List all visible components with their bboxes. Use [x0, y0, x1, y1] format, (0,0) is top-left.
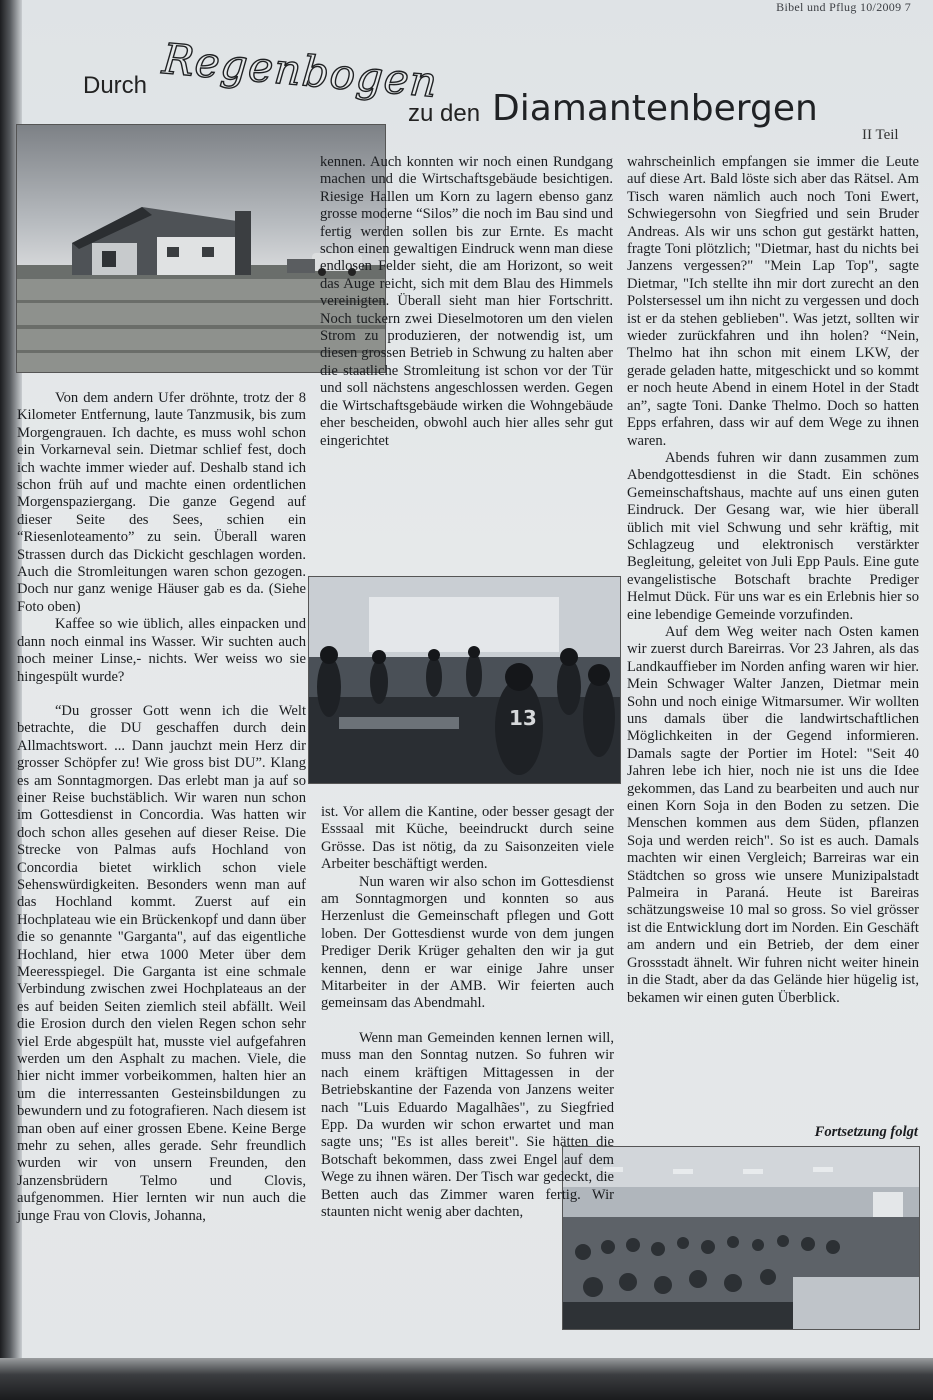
paragraph: Wenn man Gemeinden kennen lernen will, muss man den Sonntag nutzen. So fuhren wir nach einem kräftigen Mittagessen in der Betriebskantine der Fazenda von Janzens weiter nach "Luis Eduardo Magalhães", zu Siegfried Epp. Da wurden wir schon erwartet und man sagte uns; "Es ist alles bereit". Sie hätten die Botschaft bekommen, dass zwei Engel auf dem Wege zu ihnen wären. Der Tisch war gedeckt, die Betten auch das Zimmer waren fertig. Wir staunten nicht wenig aber dachten,	[321, 1029, 614, 1220]
continued-note: Fortsetzung folgt	[814, 1124, 918, 1140]
paragraph: ist. Vor allem die Kantine, oder besser gesagt der Esssaal mit Küche, beeindruckt durch seine Grösse. Das ist nötig, da zu Saisonzeiten viele Arbeiter beschäftigt werden.	[321, 804, 614, 873]
paragraph: Kaffee so wie üblich, alles einpacken und dann noch einmal ins Wasser. Wir suchten auch noch meiner Linse,- nichts. Wer weiss wo sie hingespült wurde?	[17, 616, 306, 685]
paragraph: Auf dem Weg weiter nach Osten kamen wir zuerst durch Bareirras. Vor 23 Jahren, als das Landkauffieber im Norden anfing waren wir hier. Mein Schwager Walter Janzen, Dietmar mein Sohn und noch einige Witmarsumer. Wir wollten uns damals über die landwirtschaftlichen Möglichkeiten in der Gegend informieren. Damals sagte der Portier im Hotel: "Seit 40 Jahren lebe ich hier, noch nie ist uns die Idee gekommen, das Land zu bearbeiten und auch nur einen Korn Soja in den Boden zu setzen. Die Menschen kommen aus dem Süden, pflanzen Soja und werden reich". So ist es auch. Damals machten wir einen Vergleich; Barreiras war ein Städtchen so gross wie unsere Munizipalstadt Palmeira in Paraná. Heute ist Bareiras schätzungsweise 10 mal so gross. So viel grösser ist die Entwicklung dort im Norden. Ein Geschäft am andern und ein Betrieb, der dem einer Grossstadt ähnelt. Wir fuhren nicht weiter hinein in die Stadt, aber da das Gelände hier hügelig ist, bekamen wir einen guten Überblick.	[627, 623, 919, 1006]
column-3	[627, 154, 919, 1007]
part-label: II Teil	[862, 127, 899, 143]
title-word-diamantenbergen: Diamantenbergen	[492, 88, 818, 129]
column-2-lower	[321, 804, 614, 1221]
photo-congregation	[562, 1146, 920, 1330]
paragraph: wahrscheinlich empfangen sie immer die Leute auf diese Art. Bald löste sich aber das Rätsel. Am Tisch waren nämlich auch noch Toni Ewert, Schwiegersohn von Siegfried und sein Bruder Andreas. Als wir uns schon gut gestärkt hatten, fragte Toni plötzlich; "Dietmar, hast du nichts bei Janzens vergessen?" "Mein Lap Top", sagte Dietmar, "Ich stellte ihn mir dort zurecht an den Polstersessel um ihn nicht zu vergessen und doch ist er da stehen geblieben". Was jetzt, sollten wir wieder zurückfahren und ihn holen? “Nein, Thelmo hat ihn schon mit einem LKW, der gerade geladen hatte, mitgeschickt und so kommt er noch heute Abend in einem Hotel in der Stadt an”, sagte Toni. Danke Thelmo. Doch so hatten Epps erfahren, dass wir auf dem Wege zu ihnen waren.	[627, 154, 919, 449]
jersey-number: 13	[509, 706, 537, 730]
paragraph: kennen. Auch konnten wir noch einen Rundgang machen und die Wirtschaftsgebäude besichtigen. Riesige Hallen um Korn zu lagern ebenso ganz grosse moderne “Silos” die noch im Bau sind und fertig werden sollen bis zur Ernte. Es macht schon einen gewaltigen Eindruck wenn man diese endlosen Felder sieht, die am Horizont, so weit das Auge reicht, sich mit dem Blau des Himmels vereinigten. Überall sieht man hier Fortschritt. Noch tuckern zwei Dieselmotoren um den vielen Strom zu produzieren, der notwendig ist, um diesen grossen Betrieb in Schwung zu halten aber die staatliche Stromleitung ist schon vor der Tür und soll nächstens angeschlossen werden. Gegen die Wirtschaftsgebäude wirken die Wohngebäude eher bescheiden, obwohl auch hier alles sehr gut eingerichtet	[320, 154, 613, 449]
congregation-illustration	[563, 1147, 919, 1329]
title-word-regenbogen: Regenbogen	[160, 34, 440, 107]
column-1	[17, 390, 306, 1225]
paragraph: Abends fuhren wir dann zusammen zum Abendgottesdienst in die Stadt. Ein schönes Gemeinschaftshaus, machte auf uns einen guten Eindruck. Der Gesang war, wie hier überall üblich mit viel Schwung und sehr kräftig, mit Schlagzeug und elektronisch verstärkter Begleitung, geleitet von Juli Epp Pauls. Eine gute evangelistische Botschaft brachte Prediger Helmut Dück. Für uns war es ein Erlebnis hier so eine lebendige Gemeinde vorzufinden.	[627, 449, 919, 623]
column-2-upper	[320, 154, 613, 450]
title-word-zu-den: zu den	[408, 100, 481, 127]
paragraph: Von dem andern Ufer dröhnte, trotz der 8 Kilometer Entfernung, laute Tanzmusik, bis zum Morgengrauen. Ich dachte, es muss wohl schon ein Vorkarneval sein. Dietmar schlief fest, doch ich wachte immer wieder auf. Deshalb stand ich schon früh auf und machte einen ordentlichen Morgenspaziergang. Die ganze Gegend auf dieser Seite des Sees, schien ein “Riesenloteamento” zu sein. Überall waren Strassen durch das Dickicht geschlagen worden. Auch die Stromleitungen waren schon gezogen. Doch nur ganz wenige Häuser gab es da. (Siehe Foto oben)	[17, 390, 306, 615]
photo-dining-hall	[308, 576, 621, 784]
dining-hall-illustration	[309, 577, 620, 783]
paragraph: “Du grosser Gott wenn ich die Welt betrachte, die DU geschaffen durch dein Allmachtswort. ... Dann jauchzt mein Herz dir grosser Schöpfer zu! Wie gross bist DU”. Klang es am Sonntagmorgen. Das erlebt man ja auf so einer Reise buchstäblich. Wir waren nun schon im Gottesdienst in Concordia. Was hatten wir doch schon alles gesehen auf dieser Reise. Die Strecke von Palmas aufs Hochland von Concordia bietet wirklich schon viele Sehenswürdigkeiten. Besonders wenn man auf das Hochland kommt. Zuerst auf ein Hochplateau wie ein Brückenkopf und dann über die so genannte "Garganta", auf das eigentliche Hochland, hier etwa 1000 Meter über dem Meeresspiegel. Die Garganta ist eine schmale Verbindung zwischen zwei Hochplateaus an der es auf beiden Seiten ziemlich steil abfällt. Weil die Erosion durch den vielen Regen schon sehr viel Erde abgespült hat, musste viel aufgefahren werden um den Asphalt zu machen. Viele, die hier nicht immer vorbeikommen, halten hier an um die interressanten Gesteinsbildungen zu bewundern und zu fotografieren. Nach diesem ist man oben auf einer grossen Ebene. Keine Berge mehr zu sehen, alles gerade. Sehr freundlich wurden wir von unsern Freunden, den Janzensbrüdern Telmo und Clovis, aufgenommen. Hier lernten wir nun auch die junge Frau von Clovis, Johanna,	[17, 702, 306, 1224]
title-word-durch: Durch	[83, 72, 148, 99]
page-bottom-shadow	[0, 1358, 933, 1400]
running-head: Bibel und Pflug 10/2009 7	[776, 0, 911, 14]
paragraph: Nun waren wir also schon im Gottesdienst am Sonntagmorgen und konnten so aus Herzenlust die Gemeinschaft pflegen und Gott loben. Der Gottesdienst wurde von dem jungen Prediger Derik Krüger gehalten den wir ja gut kennen, denn er war einige Jahre unser Mitarbeiter in der AMB. Wir feierten auch gemeinsam das Abendmahl.	[321, 873, 614, 1012]
